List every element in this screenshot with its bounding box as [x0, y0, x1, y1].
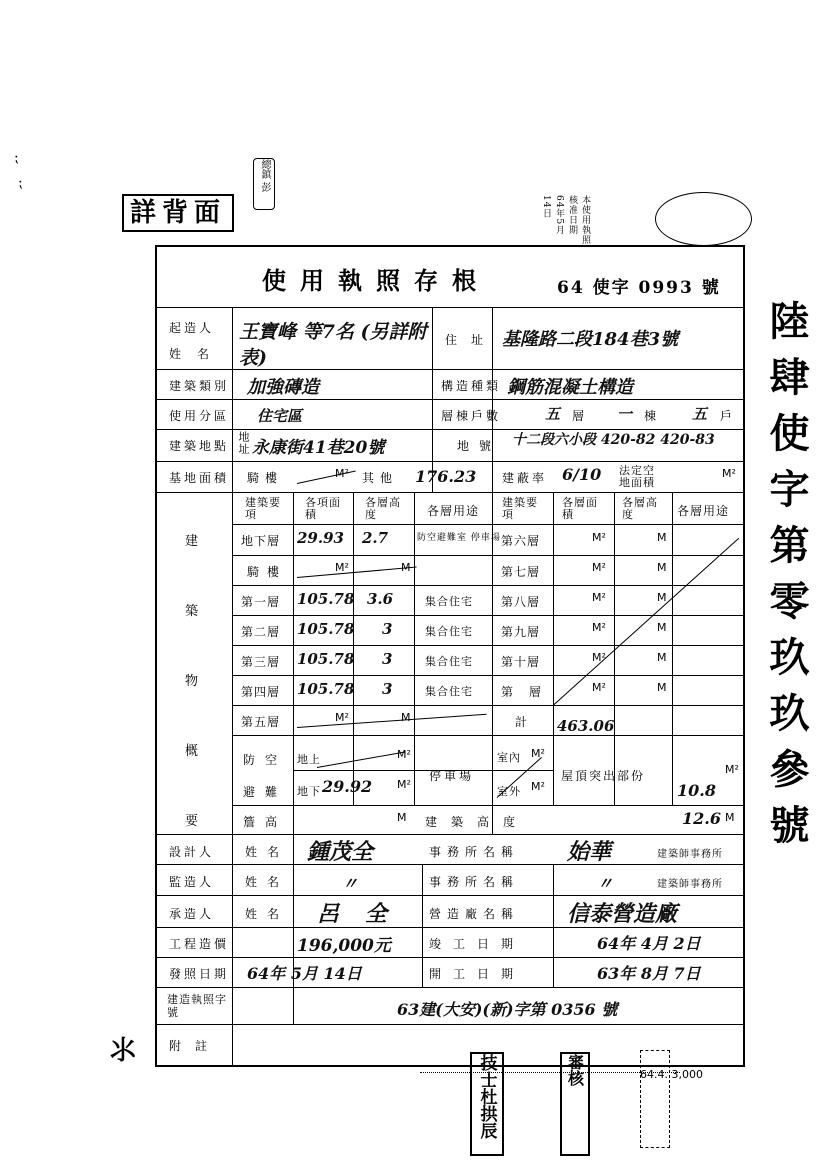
contractor-name: 呂全 [317, 901, 414, 927]
builder-name-label: 姓名 [169, 347, 226, 361]
complete-date-value: 64年 4月 2日 [597, 934, 701, 953]
cost-label: 工程造價 [169, 937, 230, 951]
col-use: 各層用途 [427, 504, 480, 518]
floor-use: 集合住宅 [425, 655, 473, 668]
contractor-office: 信泰營造廠 [567, 901, 678, 927]
floor-name: 第二層 [241, 625, 281, 639]
building-height-unit: M [725, 811, 735, 824]
permit-number: 64 使字 0993 號 [557, 278, 721, 298]
supervisor-suffix: 建築師事務所 [657, 879, 723, 890]
designer-office-label: 事務所名稱 [429, 845, 520, 859]
seal-outline [640, 1050, 670, 1148]
arcade-label: 騎樓 [247, 471, 284, 485]
floor-height: 3.6 [367, 590, 394, 608]
height-unit: M [657, 561, 667, 574]
parking-indoor: 室內 [497, 751, 521, 764]
building-height-value: 12.6 [682, 809, 721, 828]
designer-label: 設計人 [169, 845, 215, 859]
unit-unit: 戶 [720, 409, 736, 423]
contractor-name-label: 姓名 [245, 907, 290, 921]
floor-unit: 層 [572, 409, 588, 423]
zone-value: 住宅區 [257, 407, 303, 425]
floor-height: 2.7 [362, 529, 389, 547]
site-label: 建築地點 [169, 439, 230, 453]
top-stamp: 總鎮 彭 [253, 158, 275, 210]
area-unit: M² [592, 531, 606, 544]
parking-outdoor-unit: M² [531, 780, 545, 793]
permit-number-side: 陸肆使字第零玖玖參號 [763, 300, 810, 860]
arcade-unit: M² [335, 467, 349, 480]
supervisor-office: 〃 [597, 874, 614, 893]
floor-area: 105.78 [297, 590, 355, 608]
col-height: 各層高度 [365, 496, 401, 521]
area-unit: M² [592, 681, 606, 694]
floor-name: 第七層 [501, 565, 541, 579]
height-unit: M [657, 651, 667, 664]
floor-use: 集合住宅 [425, 595, 473, 608]
side-handwriting: ⺢ [110, 1036, 137, 1066]
other-label: 其他 [362, 471, 399, 485]
shelter-below-value: 29.92 [322, 777, 373, 796]
building-type-label: 建築類別 [169, 379, 230, 393]
form-title: 使用執照存根 [262, 266, 490, 295]
floor-name: 計 [515, 715, 531, 729]
height-unit: M [657, 591, 667, 604]
supervisor-name-label: 姓名 [245, 875, 290, 889]
cost-value: 196,000元 [297, 936, 391, 956]
reverse-side-tag: 詳背面 [122, 194, 234, 232]
supervisor-name: 〃 [342, 874, 359, 893]
floor-area-unit: M² [335, 561, 349, 574]
legal-open-label: 法定空地面積 [619, 464, 655, 489]
shelter-above: 地上 [297, 753, 321, 766]
building-section-label: 建 築 物 概 要 [185, 534, 202, 829]
permit-value: 63建(大安)(新)字第 0356 號 [397, 1000, 618, 1019]
col-area: 各項面積 [305, 496, 341, 521]
complete-date-label: 竣工日期 [429, 937, 526, 951]
unit-count: 五 [692, 405, 708, 423]
height-unit: M [657, 531, 667, 544]
approval-seal [655, 192, 752, 246]
area-unit: M² [592, 621, 606, 634]
shelter-label-2: 避難 [243, 785, 288, 799]
supervisor-office-label: 事務所名稱 [429, 875, 520, 889]
start-date-label: 開工日期 [429, 967, 526, 981]
floor-area-unit: M² [335, 711, 349, 724]
shelter-below: 地下 [297, 785, 321, 798]
area-unit: M² [592, 561, 606, 574]
structure-type-value: 鋼筋混凝土構造 [507, 377, 633, 398]
site-area-label: 基地面積 [169, 471, 230, 485]
builder-label: 起造人 [169, 321, 215, 335]
floor-name: 第 層 [501, 685, 547, 699]
contractor-office-label: 營造廠名稱 [429, 907, 520, 921]
designer-name: 鍾茂全 [307, 839, 374, 865]
col-item2: 建築要項 [502, 496, 538, 521]
col-area2: 各層面積 [562, 496, 598, 521]
building-count: 一 [617, 405, 633, 423]
building-unit: 棟 [644, 409, 660, 423]
roof-label: 屋頂突出部份 [561, 769, 646, 783]
notes-label: 附註 [169, 1039, 222, 1053]
floor-name: 第九層 [501, 625, 541, 639]
builder-value: 王寶峰 等7名 (另詳附表) [239, 321, 427, 369]
floor-name: 第四層 [241, 685, 281, 699]
other-value: 176.23 [415, 467, 477, 486]
parking-outdoor: 室外 [497, 785, 521, 798]
ratio-label: 建蔽率 [502, 471, 548, 485]
floor-use: 集合住宅 [425, 625, 473, 638]
permit-label: 建造執照字號 [167, 993, 227, 1019]
start-date-value: 63年 8月 7日 [597, 964, 701, 983]
col-item: 建築要項 [245, 496, 281, 521]
engineer-stamp: 技士杜拱辰 [470, 1052, 504, 1156]
shelter-below-unit: M² [397, 778, 411, 791]
designer-name-label: 姓名 [245, 845, 290, 859]
permit-stub-form [155, 245, 745, 1067]
margin-mark: ⁏ [14, 150, 19, 166]
floor-area: 105.78 [297, 650, 355, 668]
building-type-value: 加強磚造 [247, 377, 319, 398]
floor-name: 第五層 [241, 715, 281, 729]
issue-date-value: 64年 5月 14日 [247, 964, 362, 983]
col-height2: 各層高度 [622, 496, 658, 521]
floor-use: 防空避難室 停車場 [417, 533, 501, 543]
approval-note: 本使用執照核准日期 64年5月14日 [541, 195, 590, 245]
floor-area: 105.78 [297, 680, 355, 698]
floor-count: 五 [545, 405, 561, 423]
designer-suffix: 建築師事務所 [657, 849, 723, 860]
floor-area: 29.93 [297, 529, 344, 547]
floor-height-unit: M [401, 711, 411, 724]
col-use2: 各層用途 [677, 504, 730, 518]
floor-name: 第三層 [241, 655, 281, 669]
area-unit: M² [592, 651, 606, 664]
building-height-label: 建築高度 [425, 815, 530, 829]
issue-date-label: 發照日期 [169, 967, 230, 981]
ratio-value: 6/10 [562, 465, 602, 484]
floor-use: 集合住宅 [425, 685, 473, 698]
review-stamp: 審核 [560, 1052, 590, 1156]
shelter-label-1: 防空 [243, 753, 288, 767]
floor-name: 地下層 [241, 534, 281, 548]
floor-name: 第十層 [501, 655, 541, 669]
site-address-value: 永康街41巷20號 [252, 438, 385, 458]
total-area: 463.06 [557, 717, 615, 735]
roof-unit: M² [725, 763, 739, 776]
floor-name: 第一層 [241, 595, 281, 609]
eaves-label: 簷高 [243, 815, 288, 829]
height-unit: M [657, 621, 667, 634]
floor-area: 105.78 [297, 620, 355, 638]
floor-name: 第八層 [501, 595, 541, 609]
lot-label: 地號 [457, 439, 502, 453]
floor-name: 第六層 [501, 534, 541, 548]
area-unit: M² [592, 591, 606, 604]
floor-height: 3 [382, 680, 393, 698]
zone-label: 使用分區 [169, 409, 230, 423]
lot-value: 十二段六小段 420-82 420-83 [512, 432, 715, 448]
eaves-unit: M [397, 811, 407, 824]
contractor-label: 承造人 [169, 907, 215, 921]
print-info: 64.4. 3,000 [640, 1068, 703, 1081]
height-unit: M [657, 681, 667, 694]
address-value: 基隆路二段184巷3號 [502, 329, 679, 350]
parking-label: 停車場 [429, 769, 475, 783]
legal-open-unit: M² [722, 467, 736, 480]
supervisor-label: 監造人 [169, 875, 215, 889]
parking-indoor-unit: M² [531, 747, 545, 760]
structure-type-label: 構造種類 [441, 379, 502, 393]
address-label: 住址 [445, 333, 498, 347]
shelter-above-unit: M² [397, 748, 411, 761]
designer-office: 始華 [567, 839, 612, 865]
margin-mark: ⁏ [18, 175, 23, 191]
floor-height-unit: M [401, 561, 411, 574]
floor-height: 3 [382, 650, 393, 668]
site-address-label: 地址 [237, 431, 250, 455]
floor-name: 騎樓 [247, 565, 288, 579]
roof-value: 10.8 [677, 781, 716, 800]
floor-height: 3 [382, 620, 393, 638]
floors-units-label: 層棟戶數 [441, 409, 502, 423]
